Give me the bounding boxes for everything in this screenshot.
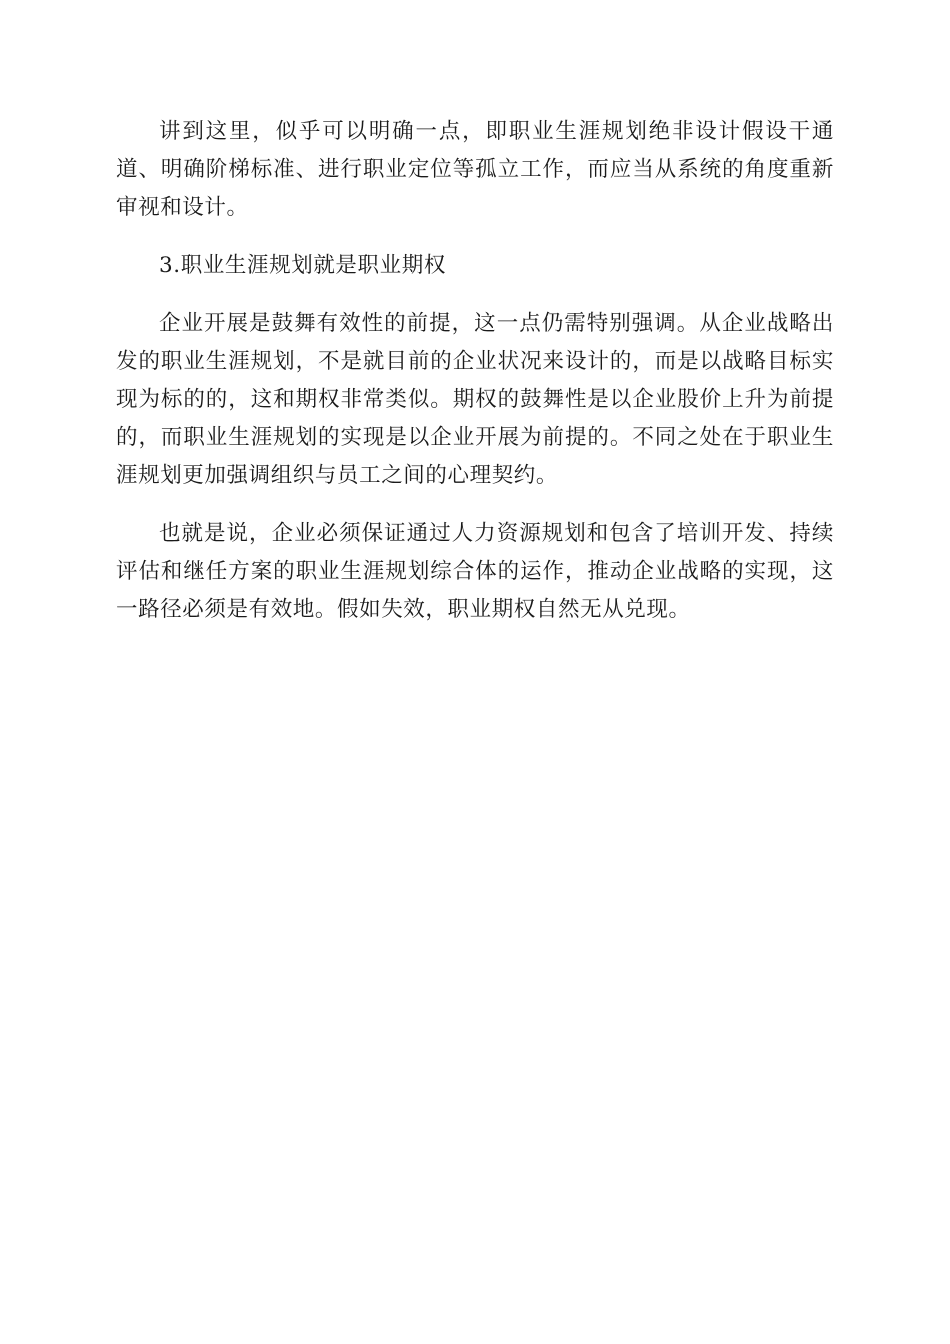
document-body [116,113,834,629]
paragraph-system-perspective: 讲到这里，似乎可以明确一点，即职业生涯规划绝非设计假设干通道、明确阶梯标准、进行职业定位等孤立工作，而应当从系统的角度重新审视和设计。 [116,119,834,220]
paragraph-strategy-path: 也就是说，企业必须保证通过人力资源规划和包含了培训开发、持续评估和继任方案的职业生涯规划综合体的运作，推动企业战略的实现，这一路径必须是有效地。假如失效，职业期权自然无从兑现。 [116,521,834,622]
section-heading-career-option: 3.职业生涯规划就是职业期权 [159,253,446,278]
paragraph-enterprise-development: 企业开展是鼓舞有效性的前提，这一点仍需特别强调。从企业战略出发的职业生涯规划，不是就目前的企业状况来设计的，而是以战略目标实现为标的的，这和期权非常类似。期权的鼓舞性是以企业股价上升为前提的，而职业生涯规划的实现是以企业开展为前提的。不同之处在于职业生涯规划更加强调组织与员工之间的心理契约。 [116,311,834,488]
